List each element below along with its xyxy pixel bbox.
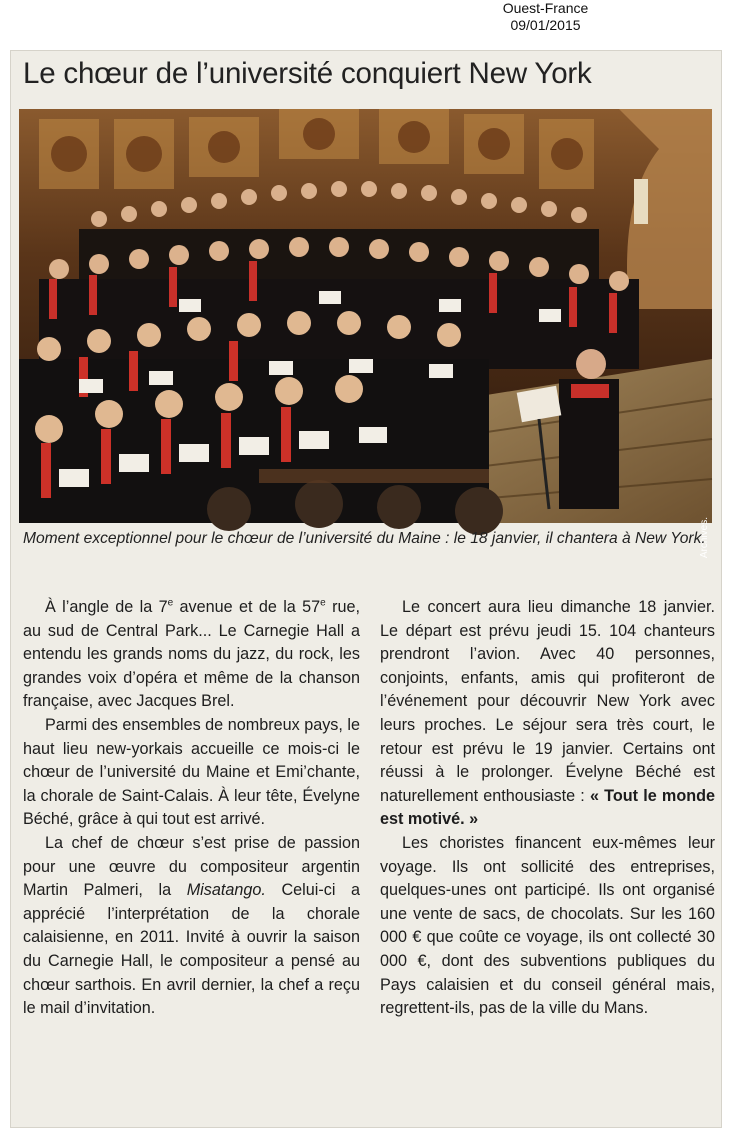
quote: « Tout le monde est motivé. » <box>380 786 715 829</box>
headline: Le chœur de l’université conquiert New York <box>23 57 592 90</box>
article-column-right <box>380 596 715 1021</box>
article-column-left <box>23 596 360 1021</box>
publication-name: Ouest-France <box>502 0 589 16</box>
photo-caption: Moment exceptionnel pour le chœur de l’université du Maine : le 18 janvier, il chantera à New York. <box>23 530 706 547</box>
source-stamp <box>478 0 613 34</box>
newspaper-clipping <box>10 50 722 1128</box>
paragraph: À l’angle de la 7e avenue et de la 57e rue, au sud de Central Park... Le Carnegie Hall a entendu les grands noms du jazz, du rock, les grandes voix d’opéra et même de la chanson française, avec Jacques Brel. <box>23 597 360 711</box>
paragraph: Le concert aura lieu dimanche 18 janvier. Le départ est prévu jeudi 15. 104 chanteurs prendront l’avion. Avec 40 personnes, conjoints, enfants, amis qui profiteront de l’événement pour découvrir New York avec leurs proches. Le séjour sera très court, le retour est prévu le 19 janvier. Certains ont réussi à le prolonger. Évelyne Béché est naturellement enthousiaste : « Tout le monde est motivé. » <box>380 598 715 829</box>
photo-credit: Archives. <box>699 517 710 559</box>
paragraph: Parmi des ensembles de nombreux pays, le haut lieu new-yorkais accueille ce mois-ci le chœur de l’université du Maine et Emi’chante, la chorale de Saint-Calais. À leur tête, Évelyne Béché, grâce à qui tout est arrivé. <box>23 715 360 829</box>
paragraph: La chef de chœur s’est prise de passion pour une œuvre du compositeur argentin Martin Palmeri, la Misatango. Celui-ci a apprécié l’interprétation de la chorale calaisienne, en 2011. Invité à ouvrir la saison du Carnegie Hall, le compositeur a pensé au chœur sarthois. En avril dernier, la chef a reçu le mail d’invitation. <box>23 833 361 1018</box>
paragraph: Les choristes financent eux-mêmes leur voyage. Ils ont sollicité des entreprises, quelques-unes ont participé. Ils ont organisé une vente de sacs, de chocolats. Sur les 160 000 € que coûte ce voyage, ils ont collecté 30 000 €, dont des subventions publiques du Pays calaisien et du conseil général mais, regrettent-ils, pas de la ville du Mans. <box>380 833 715 1018</box>
choir-photo-illustration <box>19 109 712 523</box>
publication-date: 09/01/2015 <box>510 17 581 33</box>
